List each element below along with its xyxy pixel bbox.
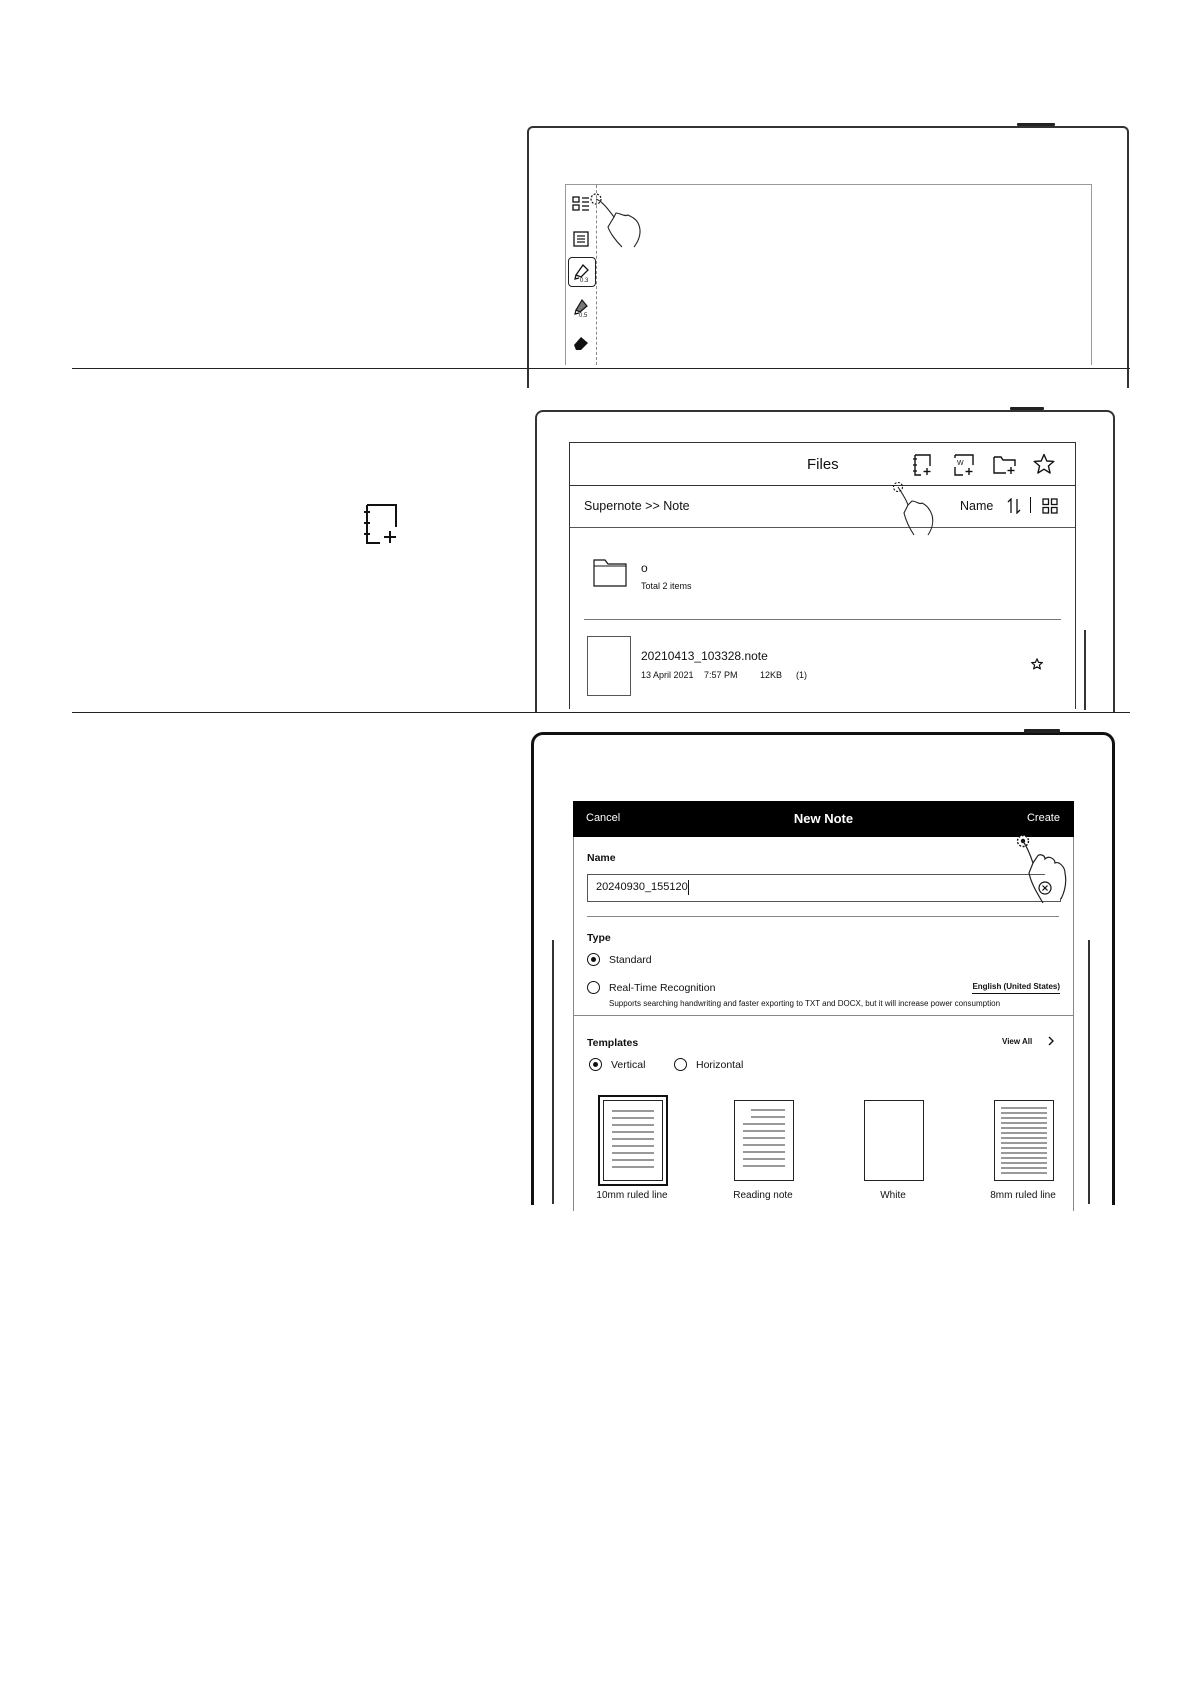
ruled-lines xyxy=(604,1101,662,1180)
name-value: 20240930_155120 xyxy=(596,881,688,893)
name-input[interactable] xyxy=(587,874,1061,902)
eraser-icon xyxy=(572,334,590,352)
orientation-horizontal-label: Horizontal xyxy=(696,1059,744,1071)
sort-icon[interactable] xyxy=(1007,498,1021,514)
chevron-right-icon[interactable] xyxy=(1047,1035,1055,1047)
marker-button[interactable] xyxy=(568,293,594,321)
section-divider-1 xyxy=(72,368,1130,369)
hand-pointer-icon xyxy=(588,191,658,255)
device-button-2 xyxy=(1010,407,1044,410)
file-time: 7:57 PM xyxy=(704,670,738,680)
new-note-icon[interactable] xyxy=(912,454,932,476)
create-button[interactable]: Create xyxy=(1026,812,1060,824)
ruled-lines xyxy=(995,1101,1053,1180)
ruled-lines xyxy=(735,1101,793,1180)
dialog-title: New Note xyxy=(793,811,854,826)
note-screen xyxy=(565,184,1092,365)
folder-meta: Total 2 items xyxy=(641,581,692,591)
file-thumbnail xyxy=(587,636,631,696)
device-edge-line xyxy=(1088,940,1090,1204)
files-screen xyxy=(569,442,1076,709)
new-folder-icon[interactable] xyxy=(993,455,1017,475)
template-white[interactable] xyxy=(864,1100,924,1181)
name-label: Name xyxy=(587,852,616,864)
template-8mm-ruled-line[interactable] xyxy=(994,1100,1054,1181)
folder-name: o xyxy=(641,561,648,575)
template-label: 8mm ruled line xyxy=(990,1190,1056,1201)
grid-icon[interactable] xyxy=(1042,498,1058,514)
list-item-file[interactable] xyxy=(570,620,1075,709)
divider xyxy=(587,916,1059,917)
radio-vertical[interactable] xyxy=(589,1058,602,1071)
type-recognition-label: Real-Time Recognition xyxy=(609,982,716,994)
radio-standard[interactable] xyxy=(587,953,600,966)
marker-size-label: 0.5 xyxy=(579,313,588,319)
file-size: 12KB xyxy=(760,670,783,680)
device-button-3 xyxy=(1024,729,1060,733)
radio-horizontal[interactable] xyxy=(674,1058,687,1071)
dialog-header xyxy=(573,801,1074,837)
list-item-folder[interactable] xyxy=(570,527,1075,619)
view-all-link[interactable]: View All xyxy=(1002,1037,1033,1046)
device-button-1 xyxy=(1017,123,1055,126)
template-label: White xyxy=(880,1190,906,1201)
radio-real-time-recognition[interactable] xyxy=(587,981,600,994)
type-standard-label: Standard xyxy=(609,954,652,966)
svg-text:W: W xyxy=(957,460,964,467)
file-name: 20210413_103328.note xyxy=(641,649,768,663)
breadcrumb-bar xyxy=(570,485,1075,528)
pen-size-label: 0.3 xyxy=(580,278,589,284)
pen-button[interactable] xyxy=(568,257,596,287)
hand-pointer-icon xyxy=(1009,827,1074,907)
divider xyxy=(573,1015,1074,1016)
hand-pointer-icon xyxy=(886,479,948,537)
orientation-vertical-label: Vertical xyxy=(611,1059,646,1071)
toolbar-divider xyxy=(1030,497,1031,513)
template-label: Reading note xyxy=(733,1190,793,1201)
breadcrumb[interactable]: Supernote >> Note xyxy=(584,499,690,513)
page-title: Files xyxy=(807,456,839,473)
star-icon[interactable] xyxy=(1033,453,1055,475)
templates-label: Templates xyxy=(587,1037,639,1049)
template-reading-note[interactable] xyxy=(734,1100,794,1181)
folder-icon xyxy=(593,557,627,587)
list-icon xyxy=(573,231,589,247)
eraser-button[interactable] xyxy=(568,329,594,357)
section-divider-2 xyxy=(72,712,1130,713)
language-select[interactable]: English (United States) xyxy=(972,982,1060,994)
text-cursor xyxy=(688,880,689,895)
cancel-button[interactable]: Cancel xyxy=(586,812,621,824)
file-page-count: (1) xyxy=(796,670,807,680)
new-doc-icon[interactable] xyxy=(953,454,975,476)
template-label: 10mm ruled line xyxy=(596,1190,668,1201)
sort-by-name-button[interactable]: Name xyxy=(960,499,994,513)
files-header xyxy=(570,443,1075,486)
recognition-note: Supports searching handwriting and faster exporting to TXT and DOCX, but it will increase power consumption xyxy=(609,999,1001,1008)
new-note-icon xyxy=(362,503,400,545)
star-icon[interactable] xyxy=(1031,658,1043,670)
type-label: Type xyxy=(587,932,611,944)
template-10mm-ruled-line[interactable] xyxy=(603,1100,663,1181)
device-edge-line xyxy=(552,940,554,1204)
device-edge-line xyxy=(1084,630,1086,710)
file-date: 13 April 2021 xyxy=(641,670,694,680)
